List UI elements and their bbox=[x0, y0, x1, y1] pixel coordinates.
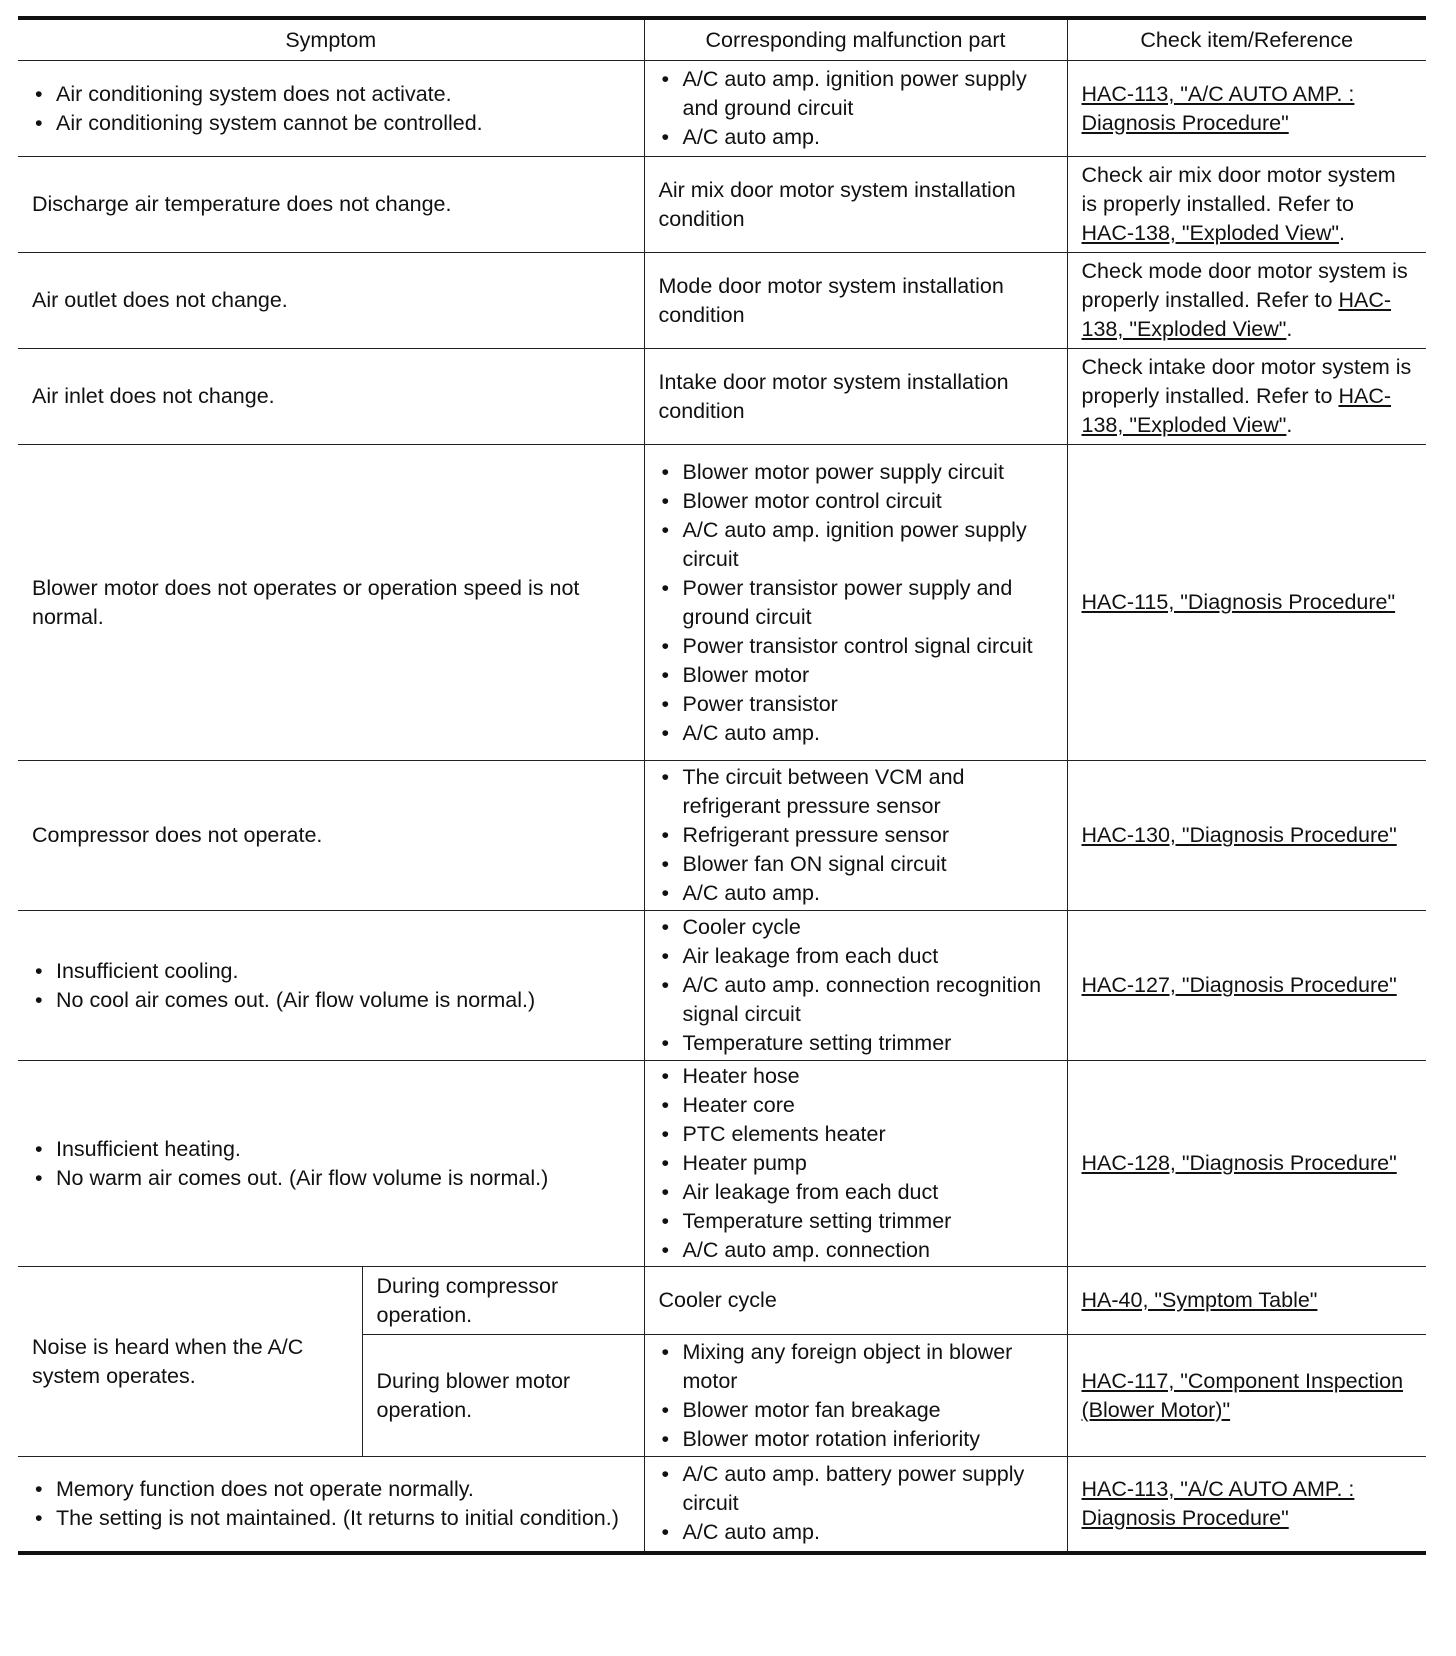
list-item: • A/C auto amp. bbox=[659, 879, 1053, 908]
symptom-cell: Blower motor does not operates or operation speed is not normal. bbox=[18, 445, 644, 761]
list-item: • Heater pump bbox=[659, 1149, 1053, 1178]
list-item: • Blower fan ON signal circuit bbox=[659, 850, 1053, 879]
list-item: • Blower motor fan breakage bbox=[659, 1396, 1053, 1425]
part-list bbox=[659, 458, 1053, 748]
reference-link[interactable]: HAC-138, "Exploded View" bbox=[1081, 288, 1392, 341]
list-item: • Cooler cycle bbox=[659, 913, 1053, 942]
reference-link[interactable]: HAC-117, "Component Inspection (Blower Motor)" bbox=[1081, 1368, 1404, 1422]
condition-cell: During compressor operation. bbox=[362, 1267, 644, 1335]
list-item: • Power transistor power supply and ground circuit bbox=[659, 574, 1053, 632]
reference-link[interactable]: HAC-113, "A/C AUTO AMP. : Diagnosis Procedure" bbox=[1081, 81, 1355, 135]
check-cell: Check mode door motor system is properly installed. Refer to HAC-138, "Exploded View". bbox=[1067, 253, 1426, 349]
part-cell bbox=[644, 1061, 1067, 1267]
check-cell bbox=[1067, 1457, 1426, 1553]
list-item: • A/C auto amp. bbox=[659, 719, 1053, 748]
list-item: • Temperature setting trimmer bbox=[659, 1207, 1053, 1236]
check-cell bbox=[1067, 1267, 1426, 1335]
table-row bbox=[18, 157, 1426, 253]
table-row bbox=[18, 911, 1426, 1061]
list-item: • A/C auto amp. bbox=[659, 1518, 1053, 1547]
check-text: Check air mix door motor system is properly installed. Refer to bbox=[1081, 163, 1396, 216]
check-cell bbox=[1067, 1061, 1426, 1267]
symptom-list bbox=[32, 80, 630, 138]
list-item: • No cool air comes out. (Air flow volume is normal.) bbox=[32, 986, 630, 1015]
table-row bbox=[18, 761, 1426, 911]
list-item: • A/C auto amp. connection recognition signal circuit bbox=[659, 971, 1053, 1029]
list-item: • Air leakage from each duct bbox=[659, 1178, 1053, 1207]
part-cell bbox=[644, 445, 1067, 761]
list-item: • The setting is not maintained. (It returns to initial condition.) bbox=[32, 1504, 630, 1533]
table-row bbox=[18, 61, 1426, 157]
list-item: • Temperature setting trimmer bbox=[659, 1029, 1053, 1058]
list-item: • Blower motor rotation inferiority bbox=[659, 1425, 1053, 1454]
part-cell: Mode door motor system installation condition bbox=[644, 253, 1067, 349]
reference-link[interactable]: HAC-138, "Exploded View" bbox=[1081, 384, 1392, 437]
check-cell bbox=[1067, 911, 1426, 1061]
symptom-cell: Discharge air temperature does not change. bbox=[18, 157, 644, 253]
part-cell bbox=[644, 61, 1067, 157]
reference-link[interactable]: HAC-113, "A/C AUTO AMP. : Diagnosis Procedure" bbox=[1081, 1476, 1355, 1530]
part-cell bbox=[644, 911, 1067, 1061]
symptom-cell: Air inlet does not change. bbox=[18, 349, 644, 445]
list-item: • Power transistor bbox=[659, 690, 1053, 719]
reference-link[interactable]: HAC-130, "Diagnosis Procedure" bbox=[1081, 823, 1397, 847]
reference-link[interactable]: HA-40, "Symptom Table" bbox=[1081, 1288, 1318, 1312]
table-row bbox=[18, 1061, 1426, 1267]
part-cell: Intake door motor system installation condition bbox=[644, 349, 1067, 445]
reference-link[interactable]: HAC-128, "Diagnosis Procedure" bbox=[1081, 1151, 1397, 1175]
part-list bbox=[659, 65, 1053, 152]
symptom-list bbox=[32, 1475, 630, 1533]
list-item: • A/C auto amp. bbox=[659, 123, 1053, 152]
check-cell bbox=[1067, 445, 1426, 761]
part-cell: Air mix door motor system installation condition bbox=[644, 157, 1067, 253]
list-item: • Mixing any foreign object in blower motor bbox=[659, 1338, 1053, 1396]
reference-link[interactable]: HAC-115, "Diagnosis Procedure" bbox=[1081, 590, 1396, 614]
condition-cell: During blower motor operation. bbox=[362, 1335, 644, 1457]
check-cell: Check intake door motor system is properly installed. Refer to HAC-138, "Exploded View". bbox=[1067, 349, 1426, 445]
symptom-cell: Compressor does not operate. bbox=[18, 761, 644, 911]
table-row bbox=[18, 445, 1426, 761]
symptom-cell bbox=[18, 1061, 644, 1267]
header-part: Corresponding malfunction part bbox=[644, 18, 1067, 61]
list-item: • Blower motor power supply circuit bbox=[659, 458, 1053, 487]
check-text: Check mode door motor system is properly installed. Refer to bbox=[1081, 259, 1408, 312]
part-cell bbox=[644, 761, 1067, 911]
check-cell bbox=[1067, 761, 1426, 911]
list-item: • Insufficient cooling. bbox=[32, 957, 630, 986]
list-item: • The circuit between VCM and refrigerant pressure sensor bbox=[659, 763, 1053, 821]
check-cell: Check air mix door motor system is properly installed. Refer to HAC-138, "Exploded View". bbox=[1067, 157, 1426, 253]
header-row bbox=[18, 18, 1426, 61]
symptom-list bbox=[32, 1135, 630, 1193]
symptom-cell bbox=[18, 61, 644, 157]
list-item: • A/C auto amp. battery power supply circuit bbox=[659, 1460, 1053, 1518]
reference-link[interactable]: HAC-127, "Diagnosis Procedure" bbox=[1081, 973, 1397, 997]
part-list bbox=[659, 913, 1053, 1058]
list-item: • A/C auto amp. connection bbox=[659, 1236, 1053, 1265]
check-text: Check intake door motor system is properly installed. Refer to bbox=[1081, 355, 1412, 408]
part-list bbox=[659, 1338, 1053, 1454]
part-list bbox=[659, 1062, 1053, 1265]
list-item: • Air conditioning system does not activate. bbox=[32, 80, 630, 109]
list-item: • PTC elements heater bbox=[659, 1120, 1053, 1149]
list-item: • Refrigerant pressure sensor bbox=[659, 821, 1053, 850]
symptom-cell: Air outlet does not change. bbox=[18, 253, 644, 349]
reference-link[interactable]: HAC-138, "Exploded View" bbox=[1081, 221, 1339, 245]
symptom-cell bbox=[18, 911, 644, 1061]
list-item: • Blower motor control circuit bbox=[659, 487, 1053, 516]
part-cell bbox=[644, 1457, 1067, 1553]
table-row bbox=[18, 253, 1426, 349]
list-item: • Memory function does not operate normally. bbox=[32, 1475, 630, 1504]
check-cell bbox=[1067, 1335, 1426, 1457]
list-item: • Power transistor control signal circuit bbox=[659, 632, 1053, 661]
list-item: • A/C auto amp. ignition power supply and ground circuit bbox=[659, 65, 1053, 123]
symptom-table bbox=[18, 16, 1426, 1555]
list-item: • Insufficient heating. bbox=[32, 1135, 630, 1164]
table-row bbox=[18, 1267, 1426, 1335]
list-item: • Heater hose bbox=[659, 1062, 1053, 1091]
list-item: • A/C auto amp. ignition power supply circuit bbox=[659, 516, 1053, 574]
table-row bbox=[18, 1457, 1426, 1553]
list-item: • Air leakage from each duct bbox=[659, 942, 1053, 971]
part-cell bbox=[644, 1335, 1067, 1457]
symptom-list bbox=[32, 957, 630, 1015]
part-list bbox=[659, 1460, 1053, 1547]
symptom-cell bbox=[18, 1457, 644, 1553]
table-row bbox=[18, 349, 1426, 445]
list-item: • Blower motor bbox=[659, 661, 1053, 690]
list-item: • Air conditioning system cannot be controlled. bbox=[32, 109, 630, 138]
header-check: Check item/Reference bbox=[1067, 18, 1426, 61]
header-symptom: Symptom bbox=[18, 18, 644, 61]
list-item: • No warm air comes out. (Air flow volume is normal.) bbox=[32, 1164, 630, 1193]
list-item: • Heater core bbox=[659, 1091, 1053, 1120]
check-cell bbox=[1067, 61, 1426, 157]
part-list bbox=[659, 763, 1053, 908]
part-cell: Cooler cycle bbox=[644, 1267, 1067, 1335]
symptom-cell: Noise is heard when the A/C system operates. bbox=[18, 1267, 362, 1457]
